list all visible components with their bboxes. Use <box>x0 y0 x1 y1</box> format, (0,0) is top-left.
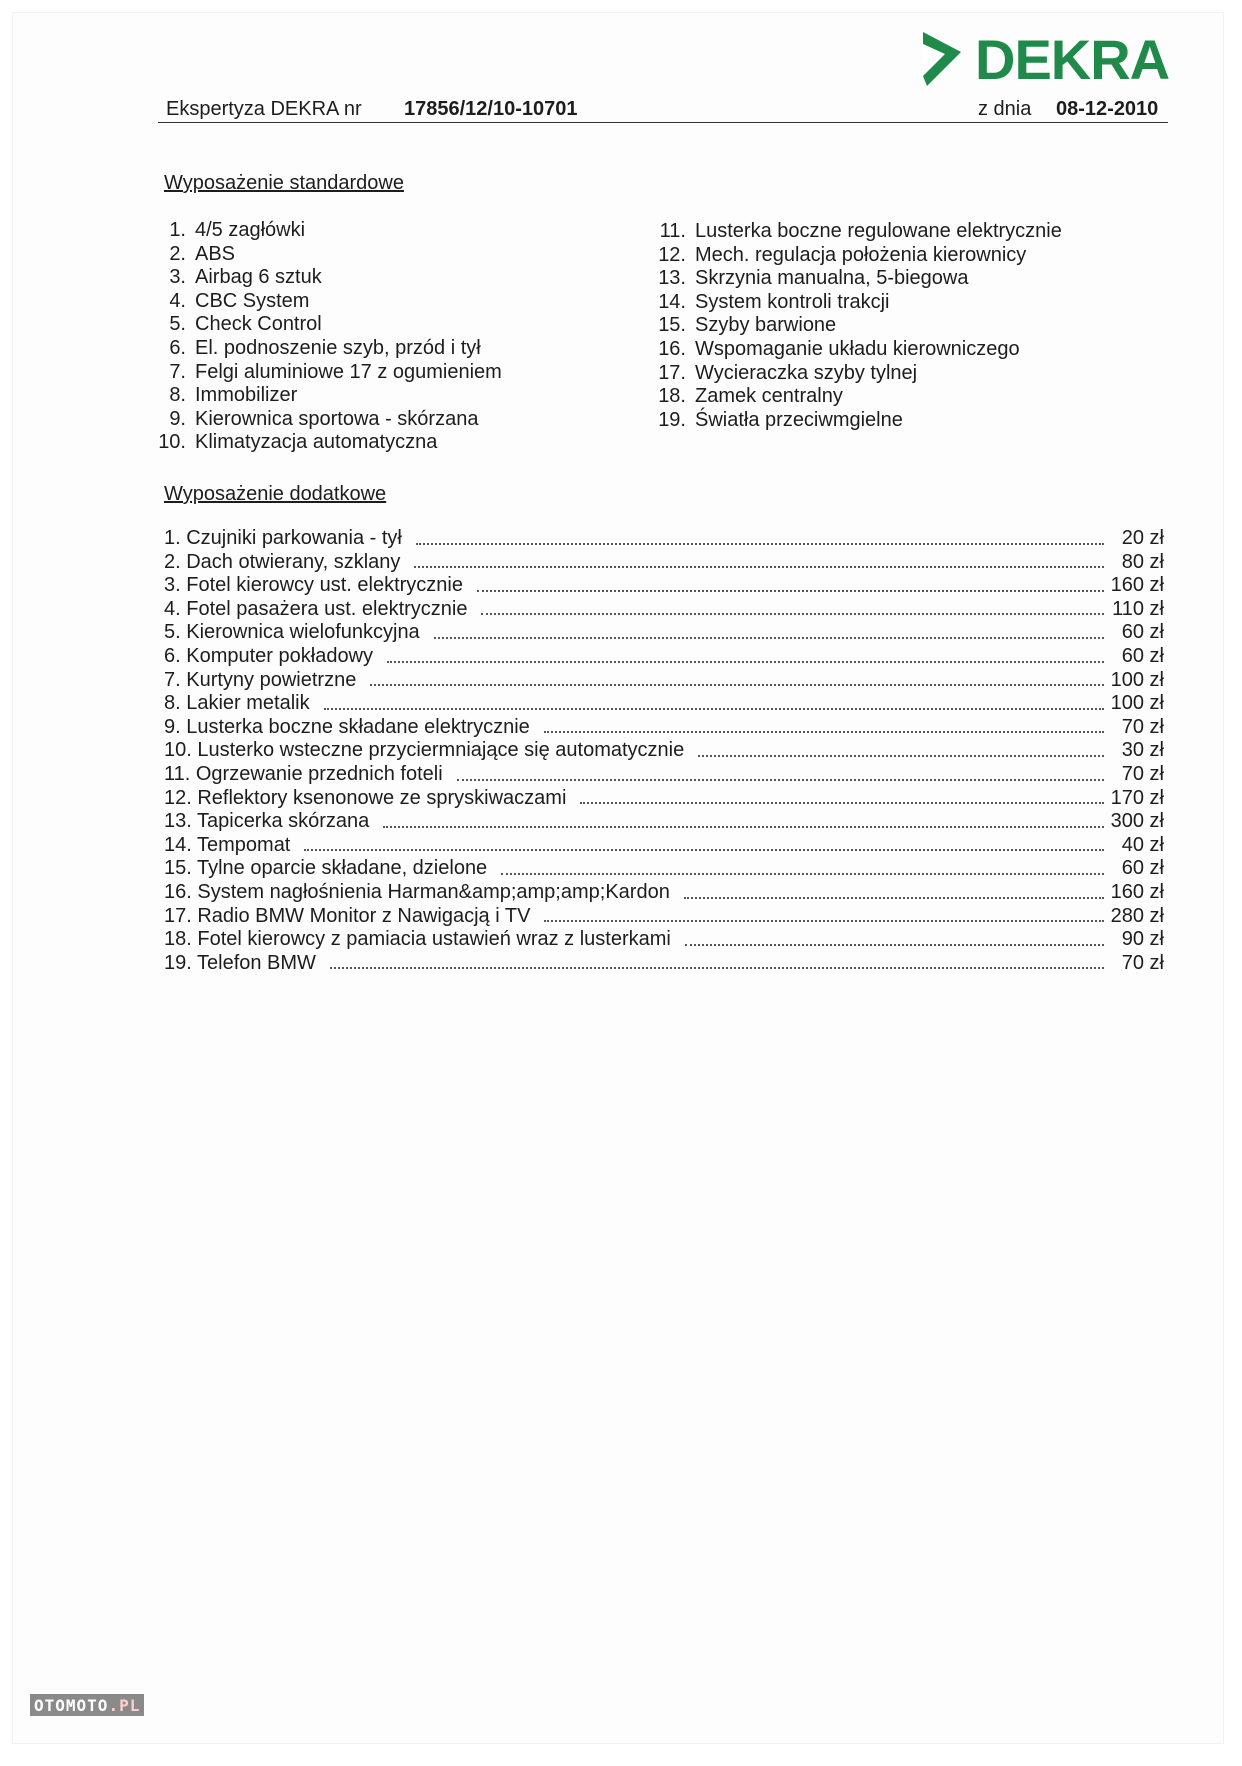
standard-item-number: 11. <box>659 220 686 242</box>
standard-item-text: Światła przeciwmgielne <box>695 408 903 431</box>
standard-item <box>152 361 502 385</box>
additional-item <box>164 645 1164 669</box>
standard-item <box>152 266 502 290</box>
additional-item <box>164 928 1164 952</box>
standard-item-text: Wspomaganie układu kierowniczego <box>695 337 1020 360</box>
standard-equipment-title: Wyposażenie standardowe <box>164 172 404 194</box>
additional-item-price: 70 zł <box>1121 951 1164 974</box>
dot-leader <box>434 636 1104 639</box>
additional-item-label: 16. System nagłośnienia Harman&amp;amp;amp;Kardon <box>164 880 670 903</box>
additional-item-label: 1. Czujniki parkowania - tył <box>164 527 402 549</box>
additional-item-price: 60 zł <box>1121 621 1164 644</box>
standard-item <box>650 385 1062 409</box>
additional-item-label: 15. Tylne oparcie składane, dzielone <box>164 857 488 880</box>
standard-item-text: 4/5 zagłówki <box>195 219 306 241</box>
additional-item-price: 100 zł <box>1110 692 1164 715</box>
standard-item-text: Immobilizer <box>195 384 298 407</box>
additional-item-label: 11. Ogrzewanie przednich foteli <box>164 762 443 785</box>
standard-item <box>650 338 1062 362</box>
standard-item-number: 15. <box>658 314 686 337</box>
additional-item <box>164 551 1164 575</box>
dot-leader <box>477 589 1104 592</box>
standard-item-text: System kontroli trakcji <box>695 290 890 313</box>
standard-item-text: Klimatyzacja automatyczna <box>195 431 438 454</box>
dot-leader <box>304 848 1104 851</box>
additional-equipment-list <box>164 527 1164 975</box>
additional-item <box>164 857 1164 881</box>
dot-leader <box>501 872 1104 875</box>
additional-item-price: 60 zł <box>1121 644 1164 667</box>
expertise-label: Ekspertyza DEKRA nr <box>166 98 362 120</box>
dekra-arrow-icon <box>917 28 965 92</box>
dot-leader <box>387 660 1104 663</box>
standard-item <box>650 291 1062 315</box>
standard-item-text: ABS <box>195 242 236 265</box>
standard-item <box>650 409 1062 433</box>
dot-leader <box>383 825 1104 828</box>
additional-item-label: 7. Kurtyny powietrzne <box>164 668 357 691</box>
dot-leader <box>414 565 1104 568</box>
standard-item-text: Lusterka boczne regulowane elektrycznie <box>695 220 1062 242</box>
otomoto-watermark <box>30 1694 144 1716</box>
standard-item-number: 4. <box>169 289 186 312</box>
additional-item <box>164 574 1164 598</box>
additional-item <box>164 834 1164 858</box>
additional-item <box>164 716 1164 740</box>
additional-item-price: 170 zł <box>1110 786 1164 809</box>
additional-item-label: 14. Tempomat <box>164 833 291 856</box>
watermark-suffix: .PL <box>108 1695 141 1715</box>
additional-item-price: 160 zł <box>1110 574 1164 597</box>
additional-item-price: 280 zł <box>1110 904 1164 927</box>
standard-item <box>650 220 1062 244</box>
additional-item-label: 9. Lusterka boczne składane elektrycznie <box>164 715 530 738</box>
additional-item-label: 4. Fotel pasażera ust. elektrycznie <box>164 597 468 620</box>
standard-item-number: 14. <box>658 290 686 313</box>
dot-leader <box>685 943 1104 946</box>
standard-item <box>152 408 502 432</box>
standard-item <box>152 431 502 455</box>
dot-leader <box>370 683 1104 686</box>
standard-item-text: Zamek centralny <box>695 385 843 408</box>
additional-item-label: 8. Lakier metalik <box>164 692 310 715</box>
standard-item-number: 10. <box>158 431 186 454</box>
additional-item-price: 70 zł <box>1121 762 1164 785</box>
additional-item <box>164 787 1164 811</box>
standard-item-text: CBC System <box>195 289 310 312</box>
additional-item-price: 40 zł <box>1121 833 1164 856</box>
standard-item-text: Kierownica sportowa - skórzana <box>195 407 479 430</box>
additional-item <box>164 881 1164 905</box>
dot-leader <box>324 707 1104 710</box>
standard-item <box>152 219 502 243</box>
additional-item-label: 10. Lusterko wsteczne przyciermniające się automatycznie <box>164 739 685 762</box>
standard-item-number: 5. <box>169 313 186 336</box>
dot-leader <box>330 966 1104 969</box>
standard-item-number: 2. <box>169 242 186 265</box>
additional-item-label: 6. Komputer pokładowy <box>164 644 374 667</box>
additional-item-label: 13. Tapicerka skórzana <box>164 810 370 833</box>
standard-item-number: 9. <box>169 407 186 430</box>
additional-item-price: 30 zł <box>1121 739 1164 762</box>
standard-item <box>650 314 1062 338</box>
dot-leader <box>684 896 1104 899</box>
additional-item <box>164 692 1164 716</box>
standard-item-number: 1. <box>169 219 186 241</box>
standard-item-number: 3. <box>169 266 186 289</box>
additional-item-price: 160 zł <box>1110 880 1164 903</box>
standard-item-number: 13. <box>658 267 686 290</box>
standard-item <box>152 243 502 267</box>
standard-item-number: 7. <box>169 360 186 383</box>
standard-item-number: 18. <box>658 385 686 408</box>
additional-item-price: 70 zł <box>1121 715 1164 738</box>
additional-item <box>164 905 1164 929</box>
standard-item-text: El. podnoszenie szyb, przód i tył <box>195 336 481 359</box>
additional-item-label: 5. Kierownica wielofunkcyjna <box>164 621 420 644</box>
header-rule <box>158 122 1168 123</box>
additional-item <box>164 810 1164 834</box>
additional-item <box>164 598 1164 622</box>
additional-item-price: 100 zł <box>1110 668 1164 691</box>
standard-item-number: 19. <box>658 408 686 431</box>
standard-item-text: Wycieraczka szyby tylnej <box>695 361 918 384</box>
dekra-logo-text: DEKRA <box>975 28 1170 91</box>
additional-item <box>164 952 1164 976</box>
date-label: z dnia <box>978 98 1032 120</box>
additional-item <box>164 527 1164 551</box>
additional-item-label: 19. Telefon BMW <box>164 951 316 974</box>
standard-item-text: Szyby barwione <box>695 314 837 337</box>
additional-item-label: 2. Dach otwierany, szklany <box>164 550 401 573</box>
additional-item <box>164 763 1164 787</box>
additional-equipment-title: Wyposażenie dodatkowe <box>164 483 387 505</box>
standard-item-text: Check Control <box>195 313 322 336</box>
additional-item <box>164 669 1164 693</box>
additional-item-label: 12. Reflektory ksenonowe ze spryskiwaczami <box>164 786 567 809</box>
standard-item-number: 16. <box>658 337 686 360</box>
additional-item <box>164 621 1164 645</box>
additional-item-label: 17. Radio BMW Monitor z Nawigacją i TV <box>164 904 531 927</box>
standard-item <box>650 244 1062 268</box>
standard-item-number: 8. <box>169 384 186 407</box>
additional-item-price: 90 zł <box>1121 928 1164 951</box>
dekra-logo <box>917 28 1169 92</box>
standard-item-number: 12. <box>658 243 686 266</box>
dot-leader <box>457 778 1104 781</box>
dot-leader <box>416 542 1104 545</box>
standard-item-number: 6. <box>169 336 186 359</box>
additional-item-price: 110 zł <box>1112 597 1164 620</box>
standard-equipment-list-right <box>650 220 1062 432</box>
additional-item-label: 3. Fotel kierowcy ust. elektrycznie <box>164 574 463 597</box>
watermark-text: OTOMOTO <box>34 1695 109 1715</box>
additional-item-label: 18. Fotel kierowcy z pamiacia ustawień wraz z lusterkami <box>164 928 671 951</box>
standard-item <box>650 362 1062 386</box>
standard-item <box>152 313 502 337</box>
standard-item <box>152 384 502 408</box>
standard-item <box>152 290 502 314</box>
standard-item-text: Felgi aluminiowe 17 z ogumieniem <box>195 360 502 383</box>
document-date: 08-12-2010 <box>1056 98 1159 120</box>
additional-item-price: 20 zł <box>1121 527 1164 549</box>
standard-item-number: 17. <box>658 361 686 384</box>
standard-item-text: Airbag 6 sztuk <box>195 266 322 289</box>
expertise-number: 17856/12/10-10701 <box>404 98 578 120</box>
standard-item <box>152 337 502 361</box>
additional-item-price: 60 zł <box>1121 857 1164 880</box>
dot-leader <box>544 919 1104 922</box>
dot-leader <box>580 801 1104 804</box>
standard-item <box>650 267 1062 291</box>
dot-leader <box>481 612 1104 615</box>
dot-leader <box>698 754 1104 757</box>
standard-equipment-list-left <box>152 219 502 455</box>
standard-item-text: Mech. regulacja położenia kierownicy <box>695 243 1027 266</box>
dot-leader <box>544 730 1104 733</box>
additional-item-price: 300 zł <box>1110 810 1164 833</box>
additional-item-price: 80 zł <box>1121 550 1164 573</box>
additional-item <box>164 739 1164 763</box>
standard-item-text: Skrzynia manualna, 5-biegowa <box>695 267 969 290</box>
